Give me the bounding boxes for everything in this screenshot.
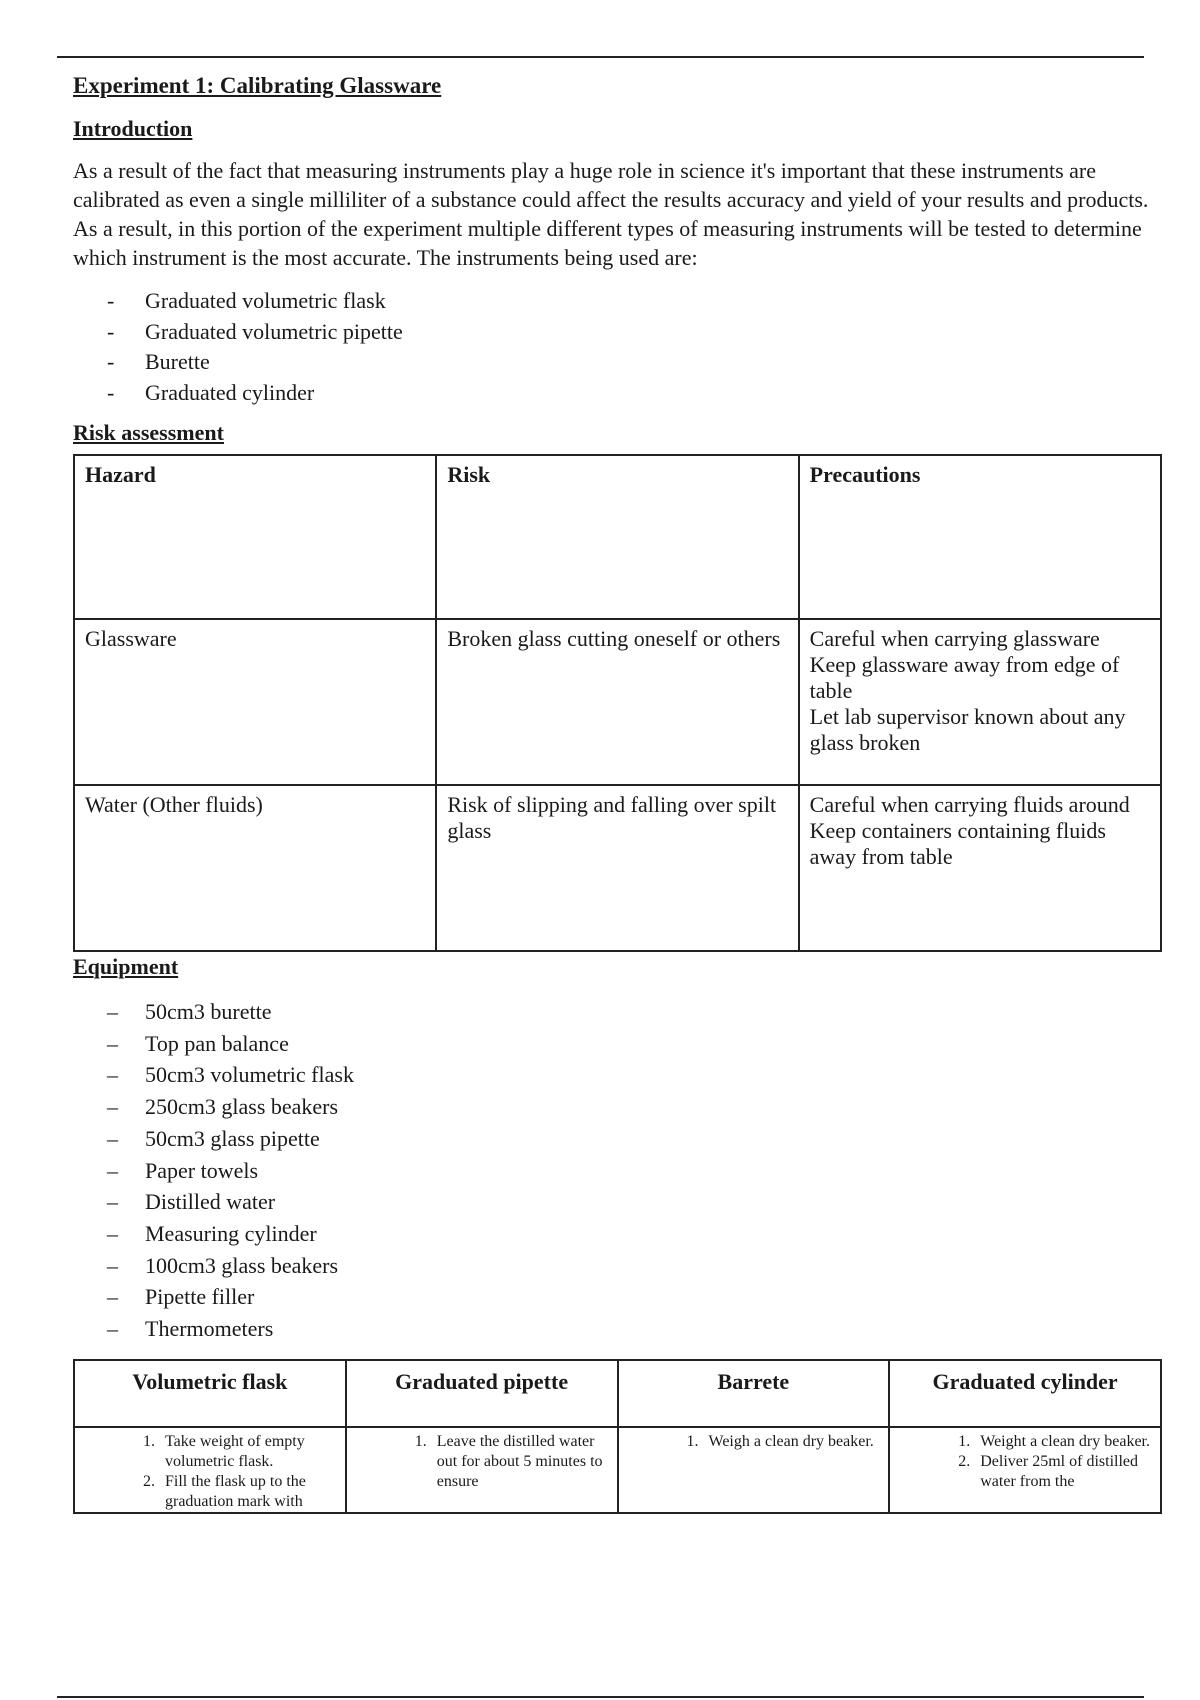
- list-item: – Distilled water: [107, 1189, 276, 1215]
- list-item: - Graduated volumetric flask: [107, 288, 386, 313]
- procedure-steps: [896, 1432, 1154, 1492]
- list-item: – 100cm3 glass beakers: [107, 1252, 339, 1278]
- procedure-cell: [618, 1427, 890, 1513]
- column-header-hazard: Hazard: [74, 455, 436, 619]
- equipment-label: 50cm3 glass pipette: [145, 1125, 320, 1151]
- list-item: – 50cm3 glass pipette: [107, 1125, 320, 1151]
- list-item: – Paper towels: [107, 1157, 259, 1183]
- instrument-list: [73, 286, 1163, 408]
- top-rule: [57, 56, 1144, 58]
- procedure-steps: [353, 1432, 611, 1492]
- table-row: [74, 785, 1161, 951]
- procedure-cell: [74, 1427, 346, 1513]
- column-header-barrete: Barrete: [618, 1360, 890, 1427]
- list-item: – 50cm3 burette: [107, 999, 272, 1024]
- column-header-precautions: Precautions: [799, 455, 1161, 619]
- procedure-step: 1. Weight a clean dry beaker.: [974, 1432, 1154, 1452]
- hazard-cell: Water (Other fluids): [74, 785, 436, 951]
- list-item: – Top pan balance: [107, 1030, 289, 1056]
- table-row: [74, 619, 1161, 785]
- document-page: [73, 70, 1163, 1514]
- list-item: - Graduated volumetric pipette: [107, 318, 403, 344]
- instrument-label: Graduated volumetric flask: [145, 288, 386, 313]
- equipment-label: Distilled water: [145, 1189, 276, 1215]
- procedure-cell: [889, 1427, 1161, 1513]
- list-item: – 50cm3 volumetric flask: [107, 1062, 354, 1088]
- procedure-step: 1. Leave the distilled water out for about 5 minutes to ensure: [431, 1432, 611, 1492]
- equipment-list: [73, 996, 1163, 1345]
- list-item: - Graduated cylinder: [107, 379, 315, 405]
- instrument-label: Graduated cylinder: [145, 379, 315, 405]
- list-item: – Thermometers: [107, 1316, 274, 1342]
- column-header-volumetric-flask: Volumetric flask: [74, 1360, 346, 1427]
- procedure-steps: [625, 1432, 883, 1452]
- column-header-risk: Risk: [436, 455, 798, 619]
- procedure-table: [73, 1359, 1162, 1514]
- introduction-heading: Introduction: [73, 116, 193, 141]
- table-row: [74, 1427, 1161, 1513]
- precaution-line: Careful when carrying glassware: [809, 626, 1100, 651]
- precaution-line: Careful when carrying fluids around: [809, 792, 1130, 817]
- equipment-heading: Equipment: [73, 954, 179, 979]
- equipment-label: Paper towels: [145, 1157, 259, 1183]
- list-item: – Measuring cylinder: [107, 1220, 317, 1246]
- precaution-line: Keep glassware away from edge of table: [809, 652, 1120, 703]
- equipment-label: Pipette filler: [145, 1284, 255, 1310]
- precaution-line: Keep containers containing fluids away from table: [809, 818, 1106, 869]
- risk-cell: Risk of slipping and falling over spilt glass: [436, 785, 798, 951]
- procedure-step: 2. Deliver 25ml of distilled water from the: [974, 1452, 1154, 1492]
- list-item: – Pipette filler: [107, 1284, 255, 1310]
- risk-assessment-heading: Risk assessment: [73, 420, 224, 445]
- procedure-step: 1. Take weight of empty volumetric flask.: [159, 1432, 339, 1472]
- equipment-label: 50cm3 volumetric flask: [145, 1062, 354, 1088]
- list-item: – 250cm3 glass beakers: [107, 1094, 339, 1120]
- column-header-graduated-pipette: Graduated pipette: [346, 1360, 618, 1427]
- equipment-label: Measuring cylinder: [145, 1220, 317, 1246]
- precautions-cell: [799, 619, 1161, 785]
- equipment-label: 250cm3 glass beakers: [145, 1094, 339, 1120]
- precaution-line: Let lab supervisor known about any glass broken: [809, 704, 1126, 755]
- instrument-label: Burette: [145, 349, 210, 374]
- instrument-label: Graduated volumetric pipette: [145, 318, 403, 344]
- procedure-cell: [346, 1427, 618, 1513]
- risk-assessment-table: [73, 454, 1162, 952]
- procedure-step: 2. Fill the flask up to the graduation mark with: [159, 1472, 339, 1510]
- precautions-cell: [799, 785, 1161, 951]
- equipment-label: 50cm3 burette: [145, 999, 272, 1024]
- procedure-step: 1. Weigh a clean dry beaker.: [703, 1432, 883, 1452]
- procedure-steps: [81, 1432, 339, 1510]
- list-item: - Burette: [107, 349, 210, 374]
- equipment-label: 100cm3 glass beakers: [145, 1252, 339, 1278]
- equipment-label: Top pan balance: [145, 1030, 289, 1056]
- equipment-label: Thermometers: [145, 1316, 274, 1342]
- document-title: Experiment 1: Calibrating Glassware: [73, 73, 442, 98]
- introduction-paragraph: As a result of the fact that measuring instruments play a huge role in science it's important that these instruments are calibrated as even a single milliliter of a substance could affect the results accuracy and yield of your results and products. As a result, in this portion of the experiment multiple different types of measuring instruments will be tested to determine which instrument is the most accurate. The instruments being used are:: [73, 158, 1149, 270]
- table-header-row: [74, 1360, 1161, 1427]
- hazard-cell: Glassware: [74, 619, 436, 785]
- risk-cell: Broken glass cutting oneself or others: [436, 619, 798, 785]
- column-header-graduated-cylinder: Graduated cylinder: [889, 1360, 1161, 1427]
- bottom-rule: [57, 1696, 1144, 1698]
- table-header-row: [74, 455, 1161, 619]
